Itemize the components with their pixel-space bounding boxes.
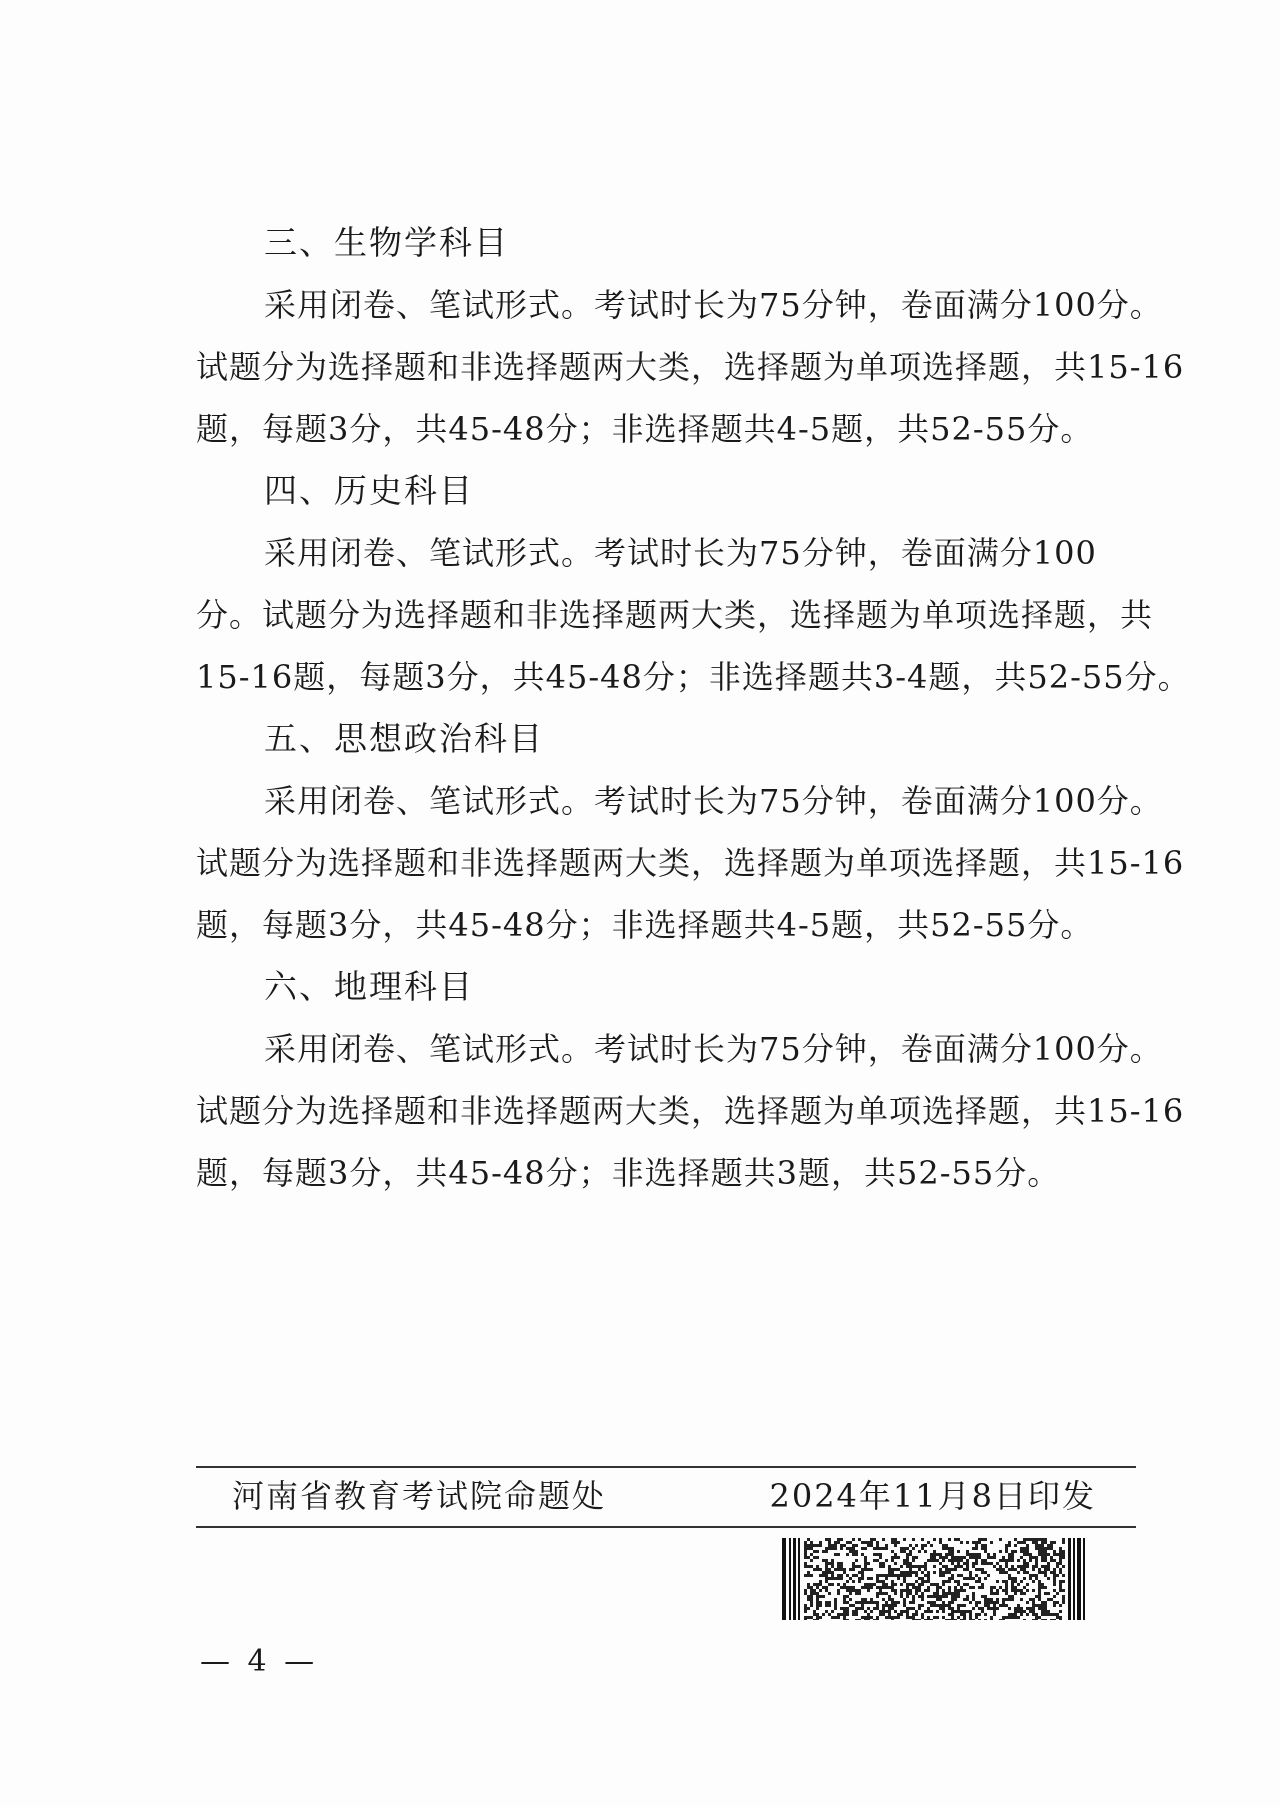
document-body bbox=[196, 212, 1191, 1204]
section-heading: 五、思想政治科目 bbox=[264, 719, 544, 758]
issuer-name: 河南省教育考试院命题处 bbox=[232, 1477, 607, 1515]
paragraph-line: 试题分为选择题和非选择题两大类，选择题为单项选择题，共15-16 bbox=[196, 348, 1185, 386]
issue-date: 2024年11月8日印发 bbox=[769, 1477, 1096, 1515]
paragraph-line: 试题分为选择题和非选择题两大类，选择题为单项选择题，共15-16 bbox=[196, 844, 1185, 882]
barcode-icon bbox=[782, 1538, 1086, 1620]
paragraph-line: 题，每题3分，共45-48分；非选择题共3题，共52-55分。 bbox=[196, 1154, 1061, 1192]
paragraph-line: 采用闭卷、笔试形式。考试时长为75分钟，卷面满分100 bbox=[264, 534, 1097, 572]
paragraph-line: 题，每题3分，共45-48分；非选择题共4-5题，共52-55分。 bbox=[196, 906, 1094, 944]
paragraph-line: 采用闭卷、笔试形式。考试时长为75分钟，卷面满分100分。 bbox=[264, 782, 1163, 820]
section-heading: 六、地理科目 bbox=[264, 967, 474, 1006]
paragraph-line: 采用闭卷、笔试形式。考试时长为75分钟，卷面满分100分。 bbox=[264, 1030, 1163, 1068]
paragraph-line: 题，每题3分，共45-48分；非选择题共4-5题，共52-55分。 bbox=[196, 410, 1094, 448]
section-heading: 四、历史科目 bbox=[264, 471, 474, 510]
section-heading: 三、生物学科目 bbox=[264, 223, 509, 262]
footer-bottom-rule bbox=[196, 1526, 1136, 1528]
page-number: — 4 — bbox=[200, 1644, 319, 1679]
footer-row bbox=[196, 1468, 1136, 1524]
paragraph-line: 15-16题，每题3分，共45-48分；非选择题共3-4题，共52-55分。 bbox=[196, 658, 1191, 696]
paragraph-line: 试题分为选择题和非选择题两大类，选择题为单项选择题，共15-16 bbox=[196, 1092, 1185, 1130]
paragraph-line: 分。试题分为选择题和非选择题两大类，选择题为单项选择题，共 bbox=[196, 596, 1154, 634]
paragraph-line: 采用闭卷、笔试形式。考试时长为75分钟，卷面满分100分。 bbox=[264, 286, 1163, 324]
